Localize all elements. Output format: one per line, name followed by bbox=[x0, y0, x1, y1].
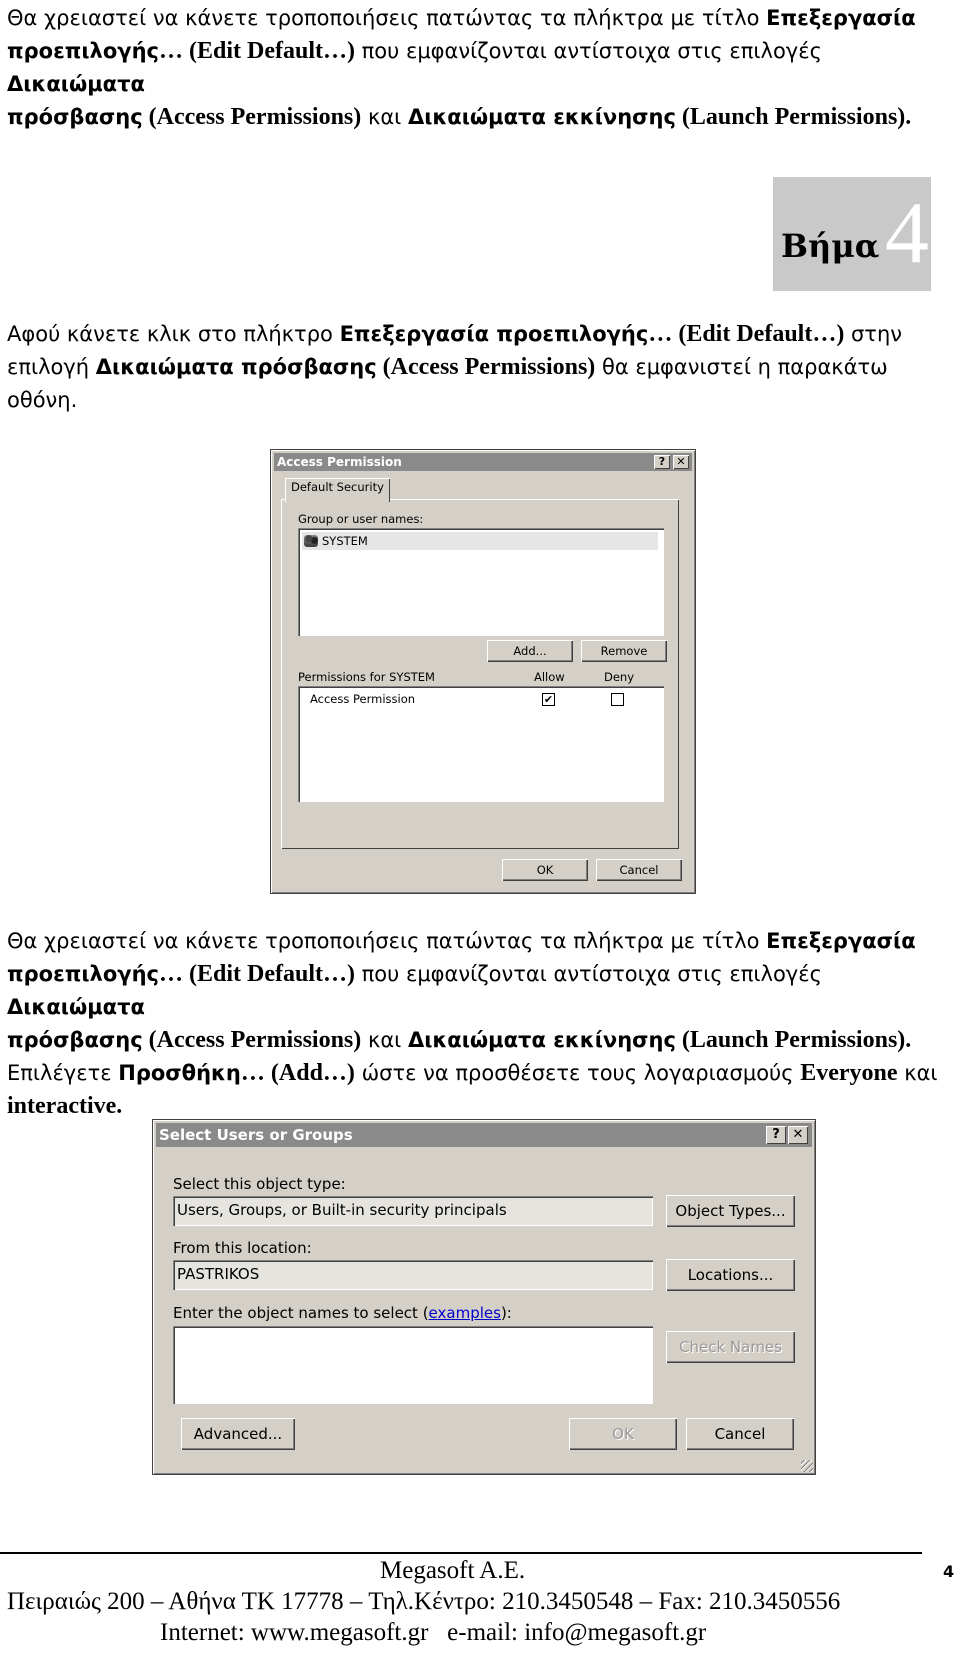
tab-default-security[interactable]: Default Security bbox=[285, 478, 390, 502]
dialog-title: Select Users or Groups bbox=[159, 1126, 353, 1144]
permissions-list bbox=[298, 686, 664, 802]
object-types-button[interactable]: Object Types... bbox=[666, 1195, 795, 1227]
object-names-label: Enter the object names to select (examples): bbox=[173, 1304, 512, 1322]
add-button[interactable]: Add... bbox=[487, 640, 573, 662]
dialog-titlebar bbox=[274, 453, 692, 471]
allow-column-header: Allow bbox=[534, 670, 565, 684]
location-label: From this location: bbox=[173, 1239, 312, 1257]
deny-checkbox[interactable] bbox=[611, 693, 624, 706]
check-names-button[interactable]: Check Names bbox=[666, 1331, 795, 1363]
help-button[interactable]: ? bbox=[654, 455, 670, 469]
ok-button[interactable]: OK bbox=[502, 859, 588, 881]
object-type-label: Select this object type: bbox=[173, 1175, 346, 1193]
cancel-button[interactable]: Cancel bbox=[596, 859, 682, 881]
examples-link[interactable]: examples bbox=[428, 1304, 501, 1322]
allow-checkbox[interactable]: ✔ bbox=[543, 693, 554, 706]
deny-column-header: Deny bbox=[604, 670, 635, 684]
intro-paragraph: Θα χρειαστεί να κάνετε τροποποιήσεις πατώντας τα πλήκτρα με τίτλο Επεξεργασία προεπιλογής… (Edit Default…) που εμφανίζονται αντίστοιχα στις επιλογές Δικαιώματα πρόσβασης (Access Permissions) και Δικαιώματα εκκίνησης (Launch Permissions). bbox=[7, 6, 916, 130]
access-permission-dialog bbox=[270, 449, 696, 894]
help-button[interactable]: ? bbox=[766, 1126, 786, 1144]
footer-address: Πειραιώς 200 – Αθήνα ΤΚ 17778 – Τηλ.Κέντρο: 210.3450548 – Fax: 210.3450556 bbox=[7, 1588, 841, 1615]
locations-button[interactable]: Locations... bbox=[666, 1259, 795, 1291]
object-names-input[interactable] bbox=[173, 1326, 653, 1404]
select-users-dialog bbox=[152, 1119, 816, 1475]
footer-contact: Internet: www.megasoft.gr e-mail: info@megasoft.gr bbox=[160, 1619, 707, 1646]
permission-name: Access Permission bbox=[310, 692, 416, 706]
ok-button[interactable]: OK bbox=[569, 1418, 677, 1450]
footer-company: Megasoft A.E. bbox=[380, 1557, 526, 1584]
page-number: 4 bbox=[943, 1562, 955, 1581]
cancel-button[interactable]: Cancel bbox=[686, 1418, 794, 1450]
step-number: 4 bbox=[885, 185, 929, 282]
dialog-titlebar bbox=[156, 1123, 812, 1147]
group-names-list[interactable] bbox=[298, 528, 664, 636]
dialog-title: Access Permission bbox=[277, 455, 402, 469]
remove-button[interactable]: Remove bbox=[581, 640, 667, 662]
close-button[interactable]: ✕ bbox=[673, 455, 689, 469]
instructions-paragraph: Θα χρειαστεί να κάνετε τροποποιήσεις πατώντας τα πλήκτρα με τίτλο Επεξεργασία προεπιλογής… (Edit Default…) που εμφανίζονται αντίστοιχα στις επιλογές Δικαιώματα πρόσβασης (Access Permissions) και Δικαιώματα εκκίνησης (Launch Permissions). Επιλέγετε Προσθήκη… (Add…) ώστε να προσθέσετε τους λογαριασμούς Everyone και interactive. bbox=[7, 929, 938, 1119]
object-type-field: Users, Groups, or Built-in security principals bbox=[173, 1196, 653, 1226]
permissions-label: Permissions for SYSTEM bbox=[298, 670, 435, 684]
advanced-button[interactable]: Advanced... bbox=[181, 1418, 295, 1450]
location-field: PASTRIKOS bbox=[173, 1260, 653, 1290]
step-label: Βήμα bbox=[781, 227, 880, 265]
step-badge bbox=[773, 177, 931, 291]
users-group-icon bbox=[304, 535, 318, 547]
resize-grip-icon[interactable] bbox=[801, 1460, 813, 1472]
list-item[interactable]: SYSTEM bbox=[302, 532, 658, 550]
footer-rule bbox=[0, 1552, 922, 1554]
step-paragraph: Αφού κάνετε κλικ στο πλήκτρο Επεξεργασία προεπιλογής… (Edit Default…) στην επιλογή Δικαιώματα πρόσβασης (Access Permissions) θα εμφανιστεί η παρακάτω οθόνη. bbox=[7, 321, 902, 412]
group-names-label: Group or user names: bbox=[298, 512, 424, 526]
close-button[interactable]: ✕ bbox=[788, 1126, 808, 1144]
table-row bbox=[298, 690, 664, 708]
